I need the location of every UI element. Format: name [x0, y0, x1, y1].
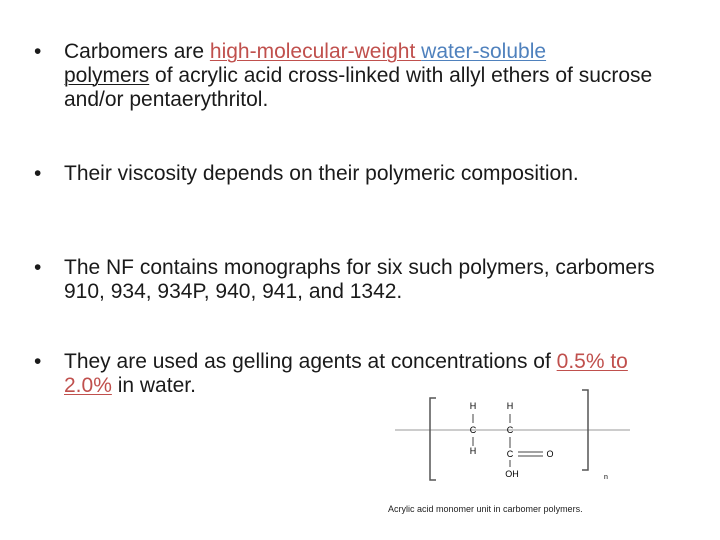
bullet-text: Their viscosity depends on their polymeric composition.	[64, 162, 579, 185]
bullet-nf-monographs	[34, 256, 674, 304]
structure-diagram	[370, 384, 680, 502]
atom-c: C	[506, 449, 514, 459]
atom-c: C	[506, 425, 514, 435]
figure-caption: Acrylic acid monomer unit in carbomer polymers.	[388, 504, 583, 514]
acrylic-acid-structure-figure	[370, 384, 680, 524]
highlight-polymers: polymers	[64, 64, 150, 87]
bullet-marker: •	[34, 256, 42, 279]
atom-oh: OH	[505, 469, 519, 479]
atom-h: H	[469, 401, 477, 411]
bullet-carbomers-definition	[34, 40, 674, 112]
highlight-high-molecular-weight: high-molecular-weight	[209, 40, 422, 63]
bullet-marker: •	[34, 162, 42, 185]
bullet-marker: •	[34, 40, 42, 63]
atom-h: H	[506, 401, 514, 411]
atom-h: H	[469, 446, 477, 456]
text-segment: Carbomers are	[64, 40, 210, 63]
atom-o: O	[546, 449, 554, 459]
bullet-viscosity	[34, 162, 674, 186]
bullet-text: The NF contains monographs for six such polymers, carbomers 910, 934, 934P, 940, 941, and 1342.	[64, 256, 655, 303]
bullet-marker: •	[34, 350, 42, 373]
repeat-subscript-n: n	[604, 474, 608, 481]
highlight-concentration: 0.5% to 2.0%	[64, 350, 628, 397]
highlight-water-soluble: water-soluble	[421, 40, 547, 63]
text-segment: They are used as gelling agents at concentrations of	[64, 350, 557, 373]
bullet-text	[64, 40, 674, 112]
left-bracket	[430, 398, 436, 480]
atom-c: C	[469, 425, 477, 435]
text-segment: in water.	[111, 374, 196, 397]
text-segment: of acrylic acid cross-linked with allyl ethers of sucrose and/or pentaerythritol.	[64, 64, 653, 111]
